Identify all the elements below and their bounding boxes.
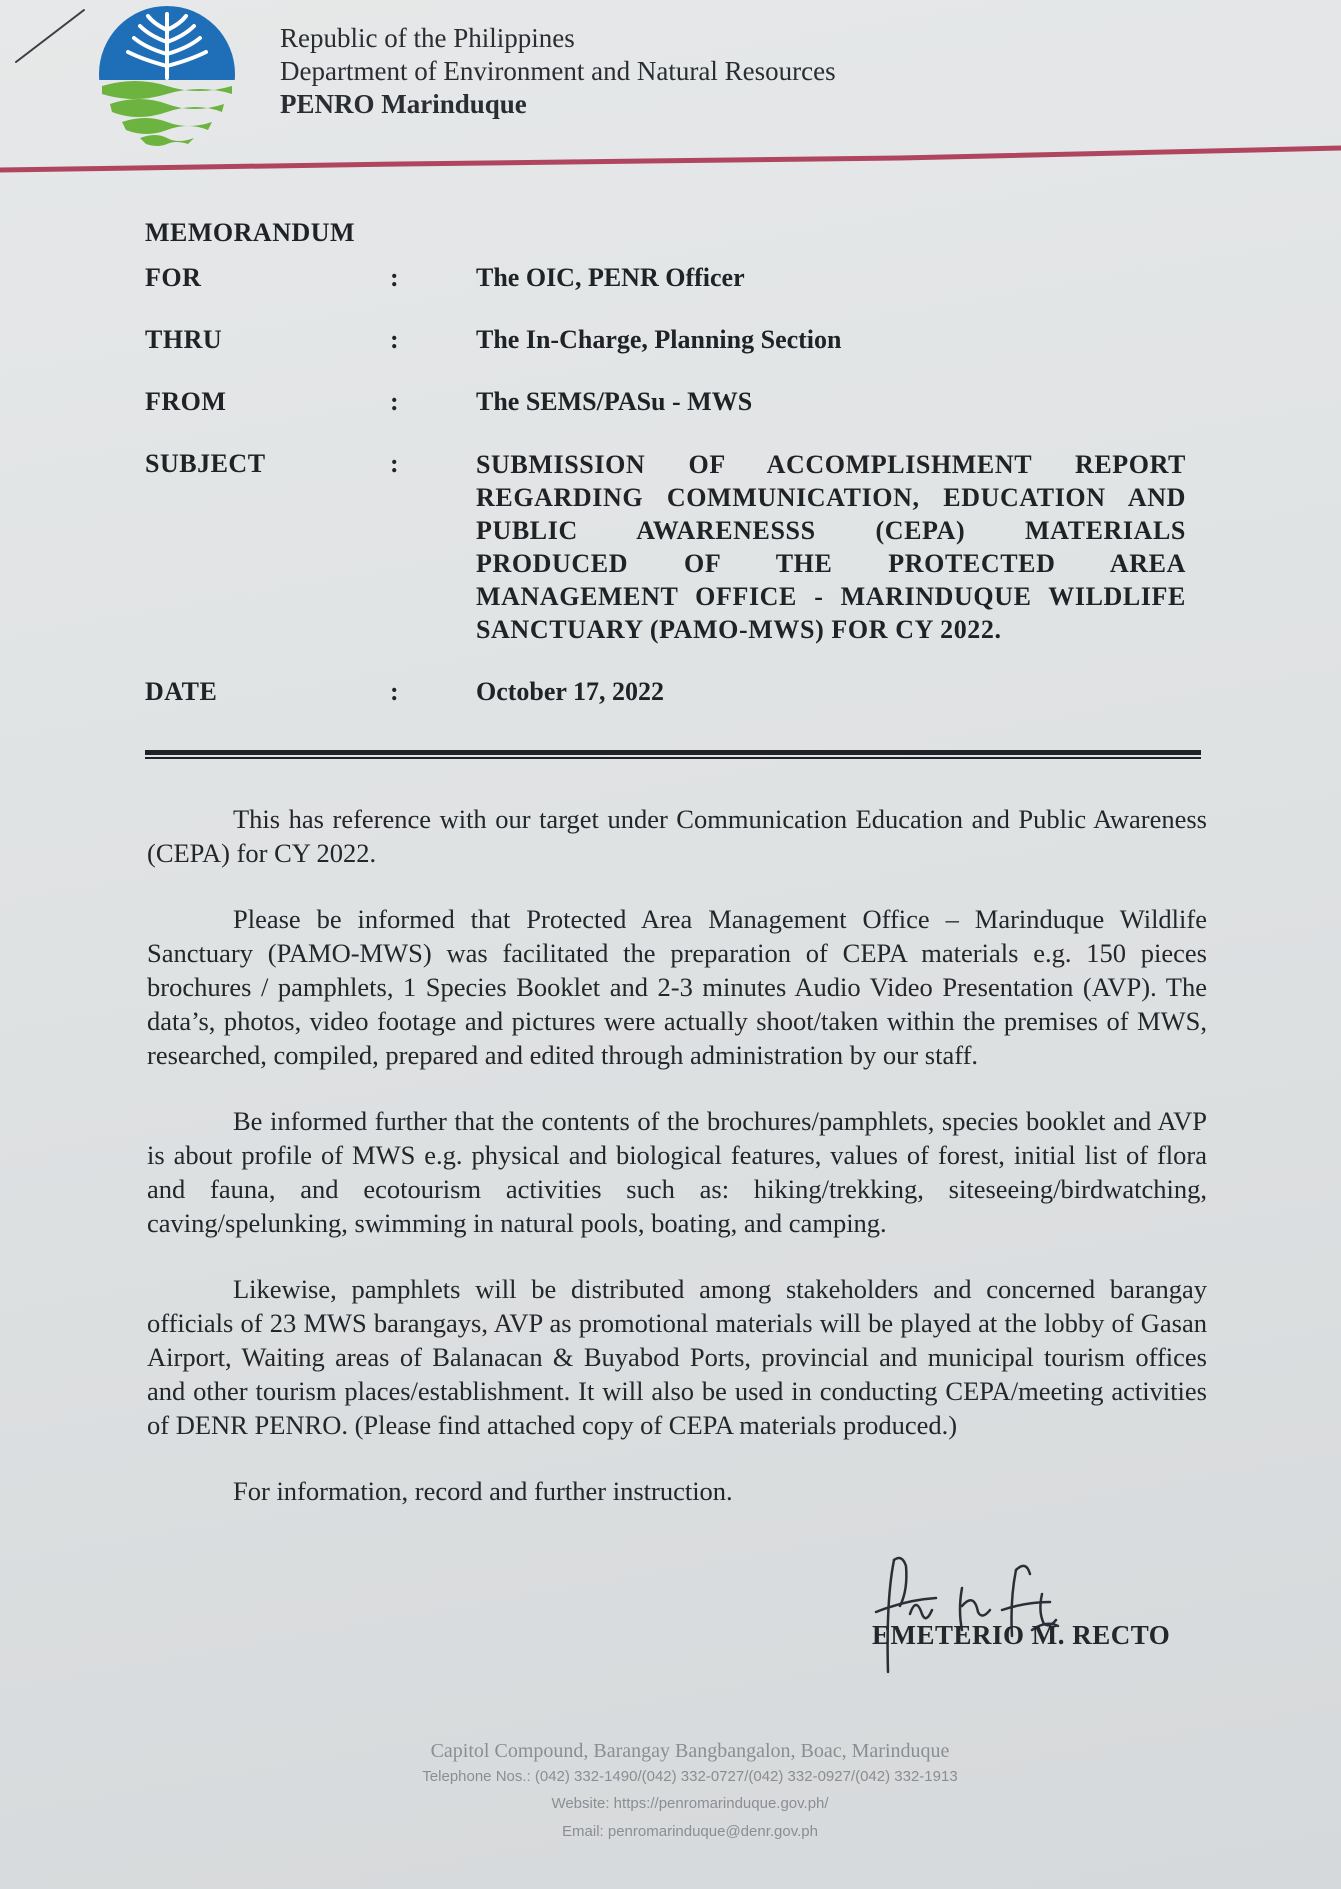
memo-divider bbox=[145, 750, 1201, 760]
letterhead-footer bbox=[260, 1738, 1120, 1846]
memo-thru-value: The In-Charge, Planning Section bbox=[476, 325, 842, 354]
closing-line: For information, record and further instruction. bbox=[233, 1476, 733, 1506]
memo-date-label: DATE bbox=[145, 677, 218, 706]
body-paragraph: Likewise, pamphlets will be distributed among stakeholders and concerned barangay officials of 23 MWS barangays, AVP as promotional materials will be played at the lobby of Gasan Airport, Waiting areas of Balanacan & Buyabod Ports, provincial and municipal tourism offices and other tourism places/establishment. It will also be used in conducting CEPA/meeting activities of DENR PENRO. (Please find attached copy of CEPA materials produced.) bbox=[147, 1274, 1207, 1440]
footer-website: Website: https://penromarinduque.gov.ph/ bbox=[551, 1795, 829, 1812]
body-paragraph: Please be informed that Protected Area Management Office – Marinduque Wildlife Sanctuary (PAMO-MWS) was facilitated the preparation of CEPA materials e.g. 150 pieces brochures / pamphlets, 1 Species Booklet and 2-3 minutes Audio Video Presentation (AVP). The data’s, photos, video footage and pictures were actually shoot/taken within the premises of MWS, researched, compiled, prepared and edited through administration by our staff. bbox=[147, 904, 1207, 1070]
header-rule bbox=[0, 140, 1341, 180]
memo-subject-row bbox=[145, 448, 1205, 646]
memo-title: MEMORANDUM bbox=[145, 218, 356, 247]
memo-thru-row bbox=[145, 324, 1205, 356]
memo-date-value: October 17, 2022 bbox=[476, 677, 664, 706]
memo-from-label: FROM bbox=[145, 387, 227, 416]
denr-logo-icon bbox=[96, 2, 238, 148]
footer-address: Capitol Compound, Barangay Bangbangalon, Boac, Marinduque bbox=[430, 1740, 950, 1762]
letterhead-office: PENRO Marinduque bbox=[280, 89, 527, 119]
memo-header bbox=[145, 218, 1205, 738]
body-paragraph: This has reference with our target under Communication Education and Public Awareness (CEPA) for CY 2022. bbox=[147, 804, 1207, 868]
memo-date-row bbox=[145, 676, 1205, 708]
handwritten-signature bbox=[866, 1540, 1126, 1680]
memo-from-value: The SEMS/PASu - MWS bbox=[476, 387, 753, 416]
memo-thru-label: THRU bbox=[145, 325, 223, 354]
letterhead-country: Republic of the Philippines bbox=[280, 23, 575, 53]
memo-for-label: FOR bbox=[145, 263, 202, 292]
memo-body bbox=[147, 802, 1207, 1540]
memo-from-row bbox=[145, 386, 1205, 418]
footer-email: Email: penromarinduque@denr.gov.ph bbox=[562, 1823, 818, 1840]
letterhead bbox=[280, 22, 836, 121]
memo-colon: : bbox=[390, 449, 399, 478]
memo-for-value: The OIC, PENR Officer bbox=[476, 263, 745, 292]
pen-mark bbox=[14, 6, 88, 66]
memo-subject-value: SUBMISSION OF ACCOMPLISHMENT REPORT REGARDING COMMUNICATION, EDUCATION AND PUBLIC AWARENESSS (CEPA) MATERIALS PRODUCED OF THE PROTECTED AREA MANAGEMENT OFFICE - MARINDUQUE WILDLIFE SANCTUARY (PAMO-MWS) FOR CY 2022. bbox=[476, 450, 1186, 644]
memo-colon: : bbox=[390, 325, 399, 354]
memo-subject-label: SUBJECT bbox=[145, 449, 266, 478]
memo-colon: : bbox=[390, 387, 399, 416]
memo-colon: : bbox=[390, 677, 399, 706]
body-paragraph: Be informed further that the contents of the brochures/pamphlets, species booklet and AVP is about profile of MWS e.g. physical and biological features, values of forest, initial list of flora and fauna, and ecotourism activities such as: hiking/trekking, siteseeing/birdwatching, caving/spelunking, swimming in natural pools, boating, and camping. bbox=[147, 1106, 1207, 1238]
letterhead-department: Department of Environment and Natural Resources bbox=[280, 56, 836, 86]
footer-telephone: Telephone Nos.: (042) 332-1490/(042) 332-0727/(042) 332-0927/(042) 332-1913 bbox=[422, 1768, 958, 1785]
memo-for-row bbox=[145, 262, 1205, 294]
memo-colon: : bbox=[390, 263, 399, 292]
signatory-name: EMETERIO M. RECTO bbox=[872, 1620, 1171, 1650]
